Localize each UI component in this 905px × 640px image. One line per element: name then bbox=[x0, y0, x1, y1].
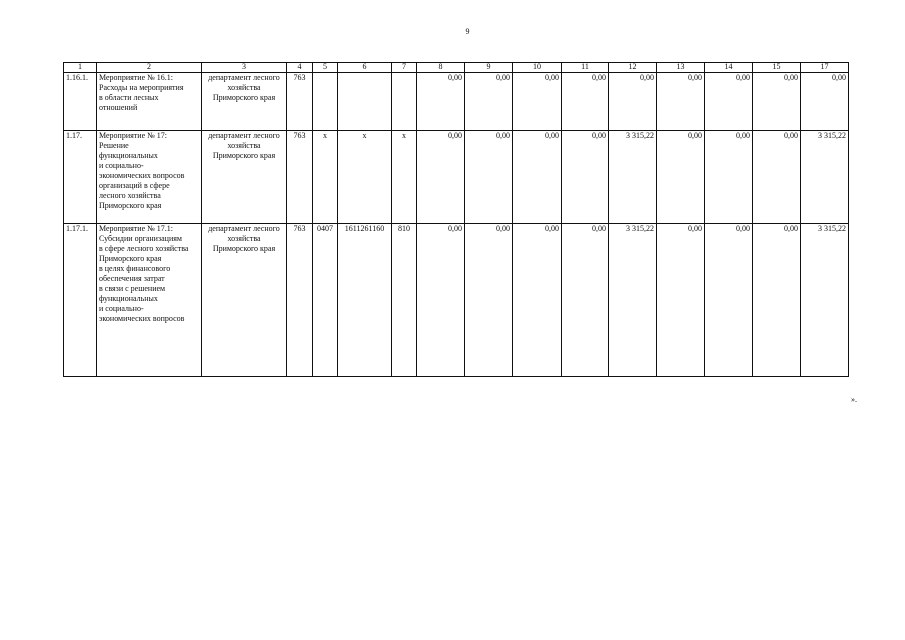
cell-col-17: 0,00 bbox=[801, 73, 849, 131]
row-executor bbox=[202, 73, 287, 131]
row-name-line: Мероприятие № 17: bbox=[99, 131, 167, 140]
row-name bbox=[97, 73, 202, 131]
row-executor-line: хозяйства bbox=[227, 141, 261, 150]
row-name-line: функциональных bbox=[99, 294, 158, 303]
row-name-line: обеспечения затрат bbox=[99, 274, 165, 283]
row-name-line: лесного хозяйства bbox=[99, 191, 161, 200]
row-executor-line: Приморского края bbox=[212, 93, 276, 102]
row-name bbox=[97, 224, 202, 377]
row-name-line: в сфере лесного хозяйства bbox=[99, 244, 189, 253]
row-name-line: Субсидии организациям bbox=[99, 234, 182, 243]
row-name-line: и социально- bbox=[99, 304, 144, 313]
row-name-line: отношений bbox=[99, 103, 138, 112]
cell-col-7 bbox=[392, 73, 417, 131]
col-header-13: 13 bbox=[657, 63, 705, 73]
row-executor bbox=[202, 131, 287, 224]
cell-col-8: 0,00 bbox=[417, 131, 465, 224]
col-header-9: 9 bbox=[465, 63, 513, 73]
cell-col-11: 0,00 bbox=[562, 73, 609, 131]
col-header-12: 12 bbox=[609, 63, 657, 73]
col-header-17: 17 bbox=[801, 63, 849, 73]
row-name-line: экономических вопросов bbox=[99, 171, 185, 180]
cell-col-4: 763 bbox=[287, 224, 313, 377]
cell-col-15: 0,00 bbox=[753, 224, 801, 377]
col-header-2: 2 bbox=[97, 63, 202, 73]
row-name-line: Расходы на мероприятия bbox=[99, 83, 184, 92]
cell-col-14: 0,00 bbox=[705, 131, 753, 224]
cell-col-11: 0,00 bbox=[562, 131, 609, 224]
col-header-4: 4 bbox=[287, 63, 313, 73]
table-row bbox=[64, 224, 849, 377]
cell-col-9: 0,00 bbox=[465, 131, 513, 224]
cell-col-4: 763 bbox=[287, 73, 313, 131]
cell-col-6: x bbox=[338, 131, 392, 224]
row-name-line: Мероприятие № 16.1: bbox=[99, 73, 173, 82]
cell-col-5: x bbox=[313, 131, 338, 224]
table-row bbox=[64, 73, 849, 131]
row-executor-line: департамент лесного bbox=[208, 131, 280, 140]
header-row bbox=[64, 63, 849, 73]
col-header-3: 3 bbox=[202, 63, 287, 73]
cell-col-12: 3 315,22 bbox=[609, 131, 657, 224]
row-name-line: в области лесных bbox=[99, 93, 159, 102]
col-header-5: 5 bbox=[313, 63, 338, 73]
row-name-line: в связи с решением bbox=[99, 284, 166, 293]
row-executor-line: Приморского края bbox=[212, 151, 276, 160]
row-name-line: в целях финансового bbox=[99, 264, 171, 273]
table-row bbox=[64, 131, 849, 224]
page-number: 9 bbox=[465, 27, 470, 36]
row-code: 1.17.1. bbox=[64, 224, 97, 377]
row-name-line: Решение bbox=[99, 141, 129, 150]
row-code: 1.16.1. bbox=[64, 73, 97, 131]
row-name bbox=[97, 131, 202, 224]
cell-col-13: 0,00 bbox=[657, 131, 705, 224]
row-executor-line: хозяйства bbox=[227, 83, 261, 92]
cell-col-10: 0,00 bbox=[513, 73, 562, 131]
row-name-line: Приморского края bbox=[99, 254, 162, 263]
cell-col-13: 0,00 bbox=[657, 73, 705, 131]
cell-col-15: 0,00 bbox=[753, 73, 801, 131]
row-name-line: Мероприятие № 17.1: bbox=[99, 224, 173, 233]
cell-col-14: 0,00 bbox=[705, 224, 753, 377]
col-header-8: 8 bbox=[417, 63, 465, 73]
col-header-7: 7 bbox=[392, 63, 417, 73]
row-executor bbox=[202, 224, 287, 377]
cell-col-10: 0,00 bbox=[513, 131, 562, 224]
col-header-15: 15 bbox=[753, 63, 801, 73]
row-name-line: Приморского края bbox=[99, 201, 162, 210]
cell-col-9: 0,00 bbox=[465, 224, 513, 377]
col-header-14: 14 bbox=[705, 63, 753, 73]
row-code: 1.17. bbox=[64, 131, 97, 224]
cell-col-12: 3 315,22 bbox=[609, 224, 657, 377]
cell-col-5: 0407 bbox=[313, 224, 338, 377]
cell-col-8: 0,00 bbox=[417, 73, 465, 131]
row-executor-line: хозяйства bbox=[227, 234, 261, 243]
row-executor-line: департамент лесного bbox=[208, 224, 280, 233]
cell-col-11: 0,00 bbox=[562, 224, 609, 377]
cell-col-9: 0,00 bbox=[465, 73, 513, 131]
cell-col-6 bbox=[338, 73, 392, 131]
row-name-line: и социально- bbox=[99, 161, 144, 170]
cell-col-8: 0,00 bbox=[417, 224, 465, 377]
row-name-line: организаций в сфере bbox=[99, 181, 170, 190]
cell-col-7: x bbox=[392, 131, 417, 224]
col-header-6: 6 bbox=[338, 63, 392, 73]
row-name-line: экономических вопросов bbox=[99, 314, 185, 323]
cell-col-7: 810 bbox=[392, 224, 417, 377]
cell-col-15: 0,00 bbox=[753, 131, 801, 224]
col-header-11: 11 bbox=[562, 63, 609, 73]
col-header-10: 10 bbox=[513, 63, 562, 73]
row-name-line: функциональных bbox=[99, 151, 158, 160]
cell-col-17: 3 315,22 bbox=[801, 131, 849, 224]
col-header-1: 1 bbox=[64, 63, 97, 73]
row-executor-line: Приморского края bbox=[212, 244, 276, 253]
closing-quote-mark: ». bbox=[851, 395, 857, 404]
cell-col-5 bbox=[313, 73, 338, 131]
cell-col-4: 763 bbox=[287, 131, 313, 224]
budget-table bbox=[63, 62, 849, 377]
cell-col-10: 0,00 bbox=[513, 224, 562, 377]
cell-col-14: 0,00 bbox=[705, 73, 753, 131]
row-executor-line: департамент лесного bbox=[208, 73, 280, 82]
cell-col-17: 3 315,22 bbox=[801, 224, 849, 377]
cell-col-13: 0,00 bbox=[657, 224, 705, 377]
cell-col-6: 1611261160 bbox=[338, 224, 392, 377]
cell-col-12: 0,00 bbox=[609, 73, 657, 131]
